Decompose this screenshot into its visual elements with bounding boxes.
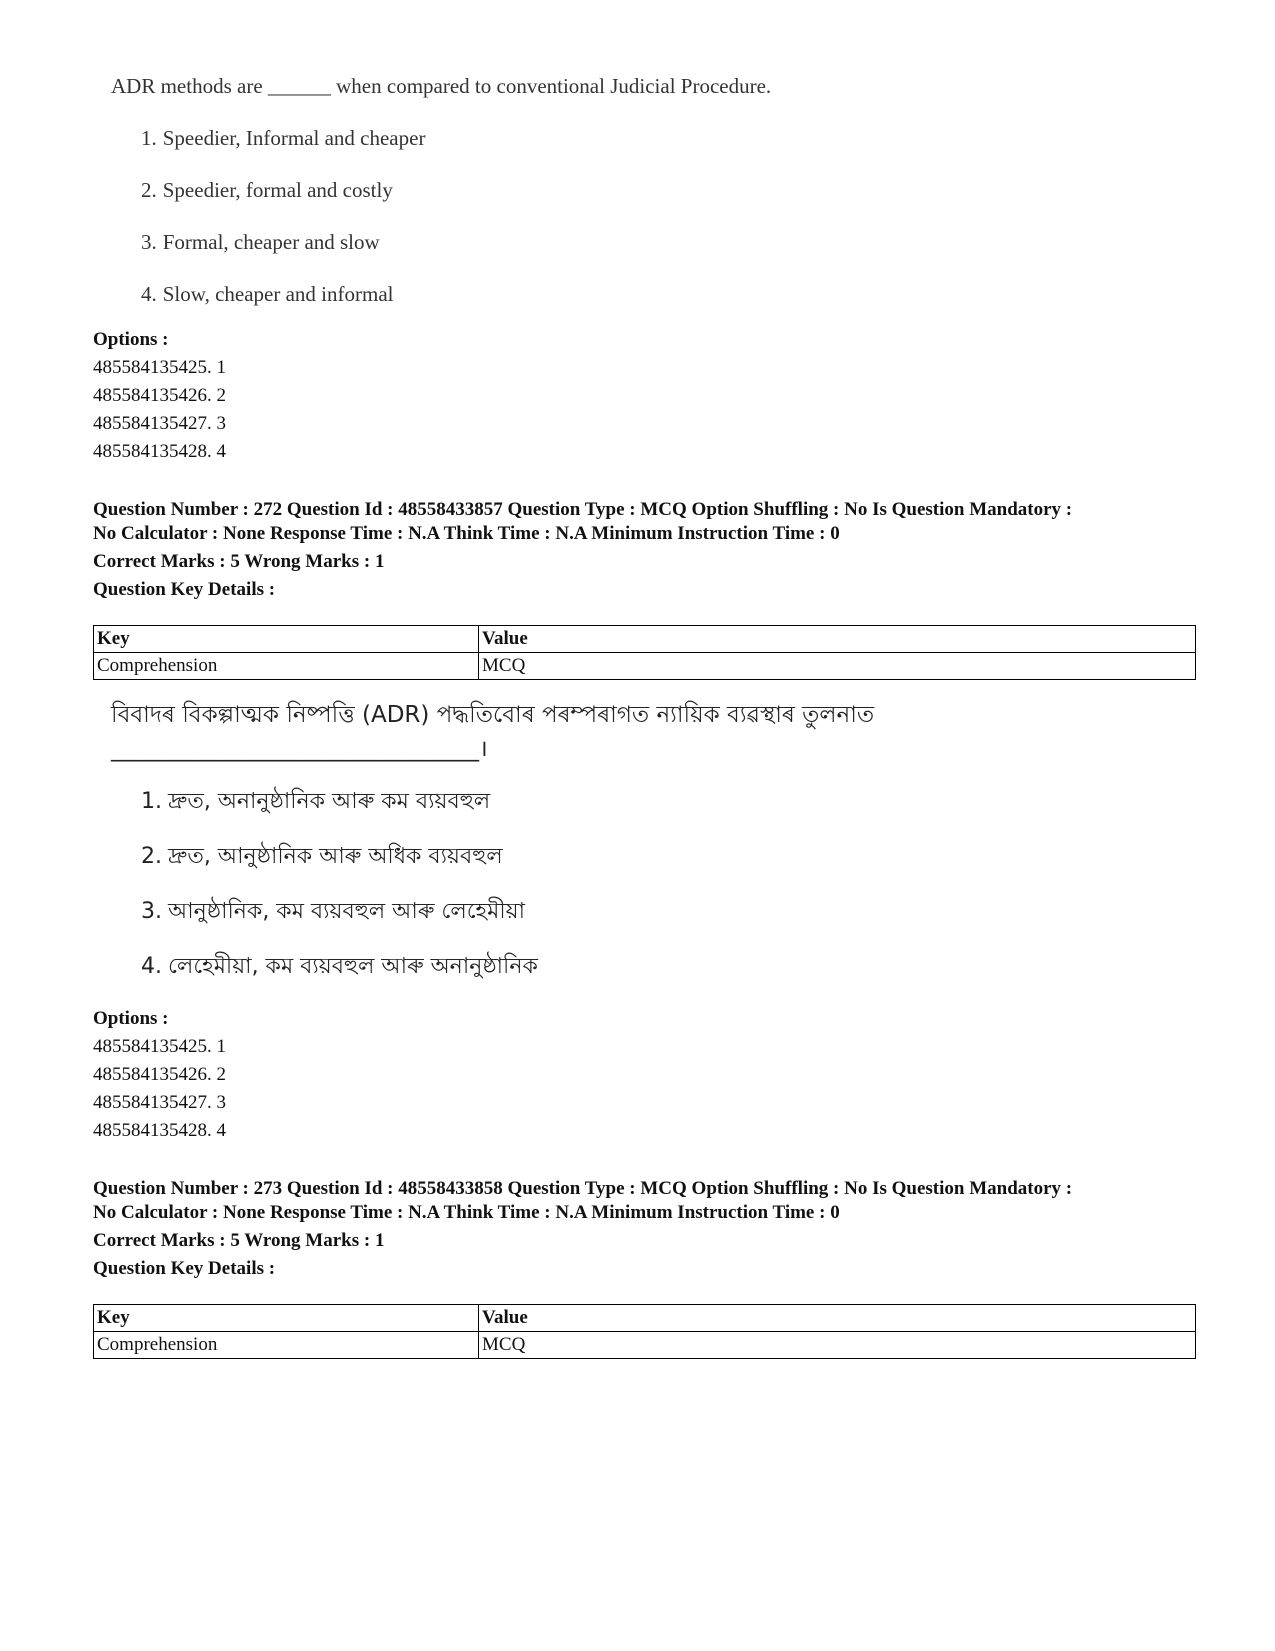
option-id: 485584135426. 2 (93, 385, 226, 406)
meta-line: Question Number : 273 Question Id : 48558433858 Question Type : MCQ Option Shuffling : No Is Question Mandatory : (93, 1178, 1073, 1199)
table-header-row (94, 626, 1196, 653)
option-id: 485584135426. 2 (93, 1064, 226, 1085)
question-image-english (93, 72, 993, 312)
option-id: 485584135427. 3 (93, 1092, 226, 1113)
table-header-row (94, 1305, 1196, 1332)
option-id: 485584135425. 1 (93, 357, 226, 378)
meta-line: Question Number : 272 Question Id : 48558433857 Question Type : MCQ Option Shuffling : No Is Question Mandatory : (93, 499, 1073, 520)
question-image-assamese (93, 700, 993, 990)
choice-item: 4. লেহেমীয়া, কম ব্যয়বহুল আৰু অনানুষ্ঠানিক (141, 954, 538, 979)
meta-line: No Calculator : None Response Time : N.A Think Time : N.A Minimum Instruction Time : 0 (93, 523, 840, 544)
options-block (93, 326, 226, 466)
choice-item: 1. দ্রুত, অনানুষ্ঠানিক আৰু কম ব্যয়বহুল (141, 789, 491, 814)
choice-item: 3. Formal, cheaper and slow (141, 230, 380, 254)
table-header-key: Key (94, 1305, 479, 1332)
table-header-value: Value (479, 626, 1196, 653)
marks-line: Correct Marks : 5 Wrong Marks : 1 (93, 551, 385, 572)
choice-item: 1. Speedier, Informal and cheaper (141, 126, 426, 150)
question-stem: বিবাদৰ বিকল্পাত্মক নিষ্পত্তি (ADR) পদ্ধতিবোৰ পৰম্পৰাগত ন্যায়িক ব্যৱস্থাৰ তুলনাত (111, 702, 875, 728)
table-header-key: Key (94, 626, 479, 653)
option-id: 485584135428. 4 (93, 441, 226, 462)
option-id: 485584135428. 4 (93, 1120, 226, 1141)
marks-line: Correct Marks : 5 Wrong Marks : 1 (93, 1230, 385, 1251)
choice-item: 4. Slow, cheaper and informal (141, 282, 394, 306)
choice-item: 2. দ্রুত, আনুষ্ঠানিক আৰু অধিক ব্যয়বহুল (141, 844, 503, 869)
key-value-table (93, 625, 1196, 680)
question-meta-273 (93, 1177, 1203, 1281)
question-meta-272 (93, 498, 1203, 602)
question-stem: ADR methods are ______ when compared to conventional Judicial Procedure. (111, 74, 772, 98)
table-header-value: Value (479, 1305, 1196, 1332)
table-row (94, 653, 1196, 680)
option-id: 485584135425. 1 (93, 1036, 226, 1057)
choice-item: 2. Speedier, formal and costly (141, 178, 393, 202)
table-cell-key: Comprehension (94, 1332, 479, 1359)
option-id: 485584135427. 3 (93, 413, 226, 434)
options-label: Options : (93, 1008, 169, 1029)
table-cell-key: Comprehension (94, 653, 479, 680)
table-row (94, 1332, 1196, 1359)
key-details-heading: Question Key Details : (93, 579, 276, 600)
meta-line: No Calculator : None Response Time : N.A Think Time : N.A Minimum Instruction Time : 0 (93, 1202, 840, 1223)
choice-item: 3. আনুষ্ঠানিক, কম ব্যয়বহুল আৰু লেহেমীয়া (141, 899, 525, 924)
question-stem-blank: ________________________________। (111, 736, 488, 762)
table-cell-value: MCQ (479, 653, 1196, 680)
table-cell-value: MCQ (479, 1332, 1196, 1359)
key-details-heading: Question Key Details : (93, 1258, 276, 1279)
key-value-table (93, 1304, 1196, 1359)
options-block (93, 1005, 226, 1145)
options-label: Options : (93, 329, 169, 350)
